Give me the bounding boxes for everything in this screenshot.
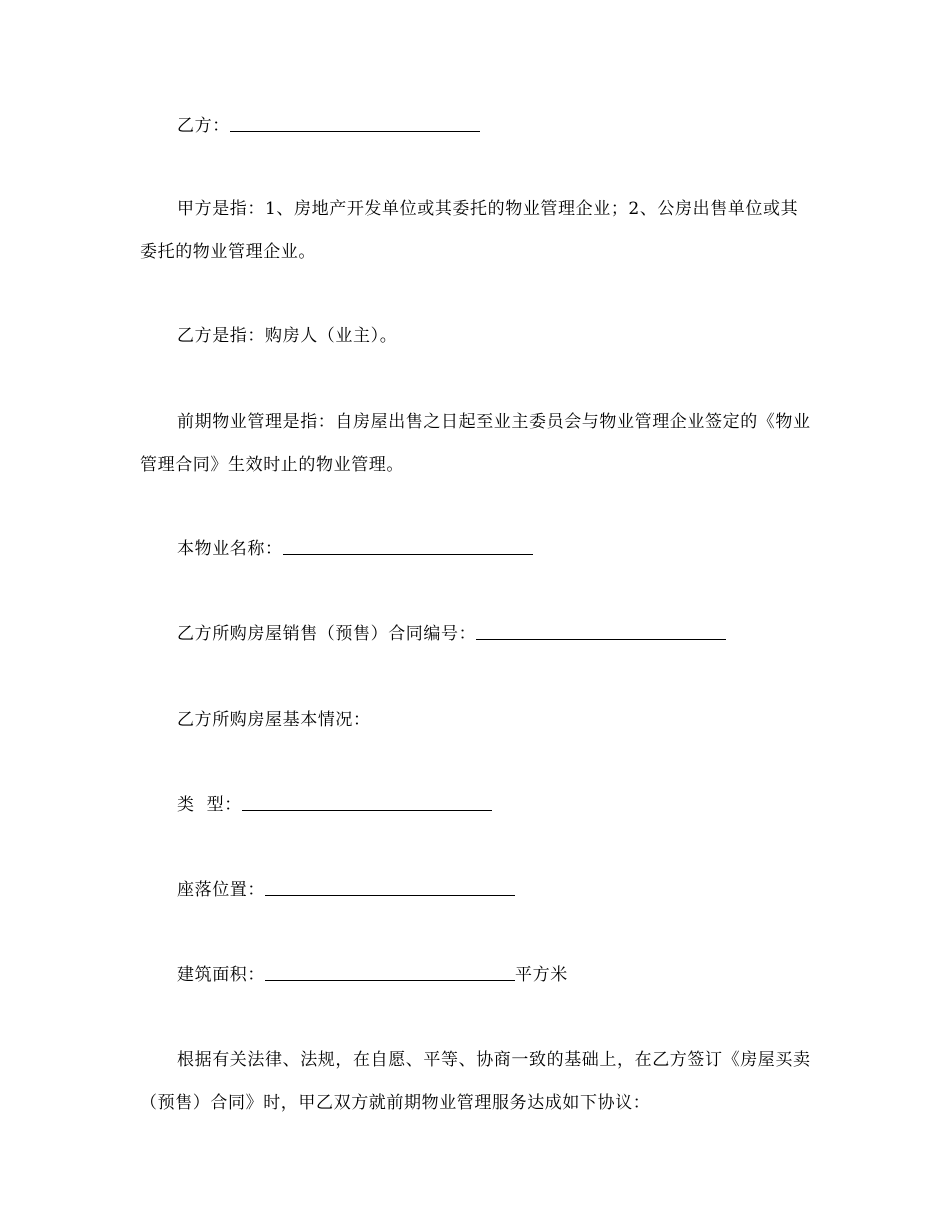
area-unit: 平方米 [515,965,568,985]
property-name-blank[interactable] [283,536,533,555]
party-b-blank[interactable] [230,113,480,132]
location-label: 座落位置： [177,880,265,900]
house-basic-info: 乙方所购房屋基本情况： [177,710,371,730]
party-b-line [140,105,812,148]
property-name-line [140,528,812,571]
location-line [140,869,812,912]
party-b-label: 乙方： [177,116,230,136]
type-line [140,784,812,827]
location-blank[interactable] [265,877,515,896]
contract-number-line [140,613,812,656]
area-blank[interactable] [265,962,515,981]
property-name-label: 本物业名称： [177,539,283,559]
contract-number-label: 乙方所购房屋销售（预售）合同编号： [177,624,477,644]
area-label: 建筑面积： [177,965,265,985]
contract-number-blank[interactable] [476,621,726,640]
early-management-definition: 前期物业管理是指：自房屋出售之日起至业主委员会与物业管理企业签定的《物业管理合同》生效时止的物业管理。 [140,412,811,475]
type-blank[interactable] [242,792,492,811]
type-label: 类 型： [177,795,242,815]
party-b-definition: 乙方是指：购房人（业主）。 [177,326,398,346]
party-a-definition: 甲方是指：1、房地产开发单位或其委托的物业管理企业；2、公房出售单位或其委托的物业管理企业。 [140,199,799,262]
area-line [140,954,812,997]
agreement-intro: 根据有关法律、法规，在自愿、平等、协商一致的基础上，在乙方签订《房屋买卖（预售）合同》时，甲乙双方就前期物业管理服务达成如下协议： [140,1050,811,1113]
